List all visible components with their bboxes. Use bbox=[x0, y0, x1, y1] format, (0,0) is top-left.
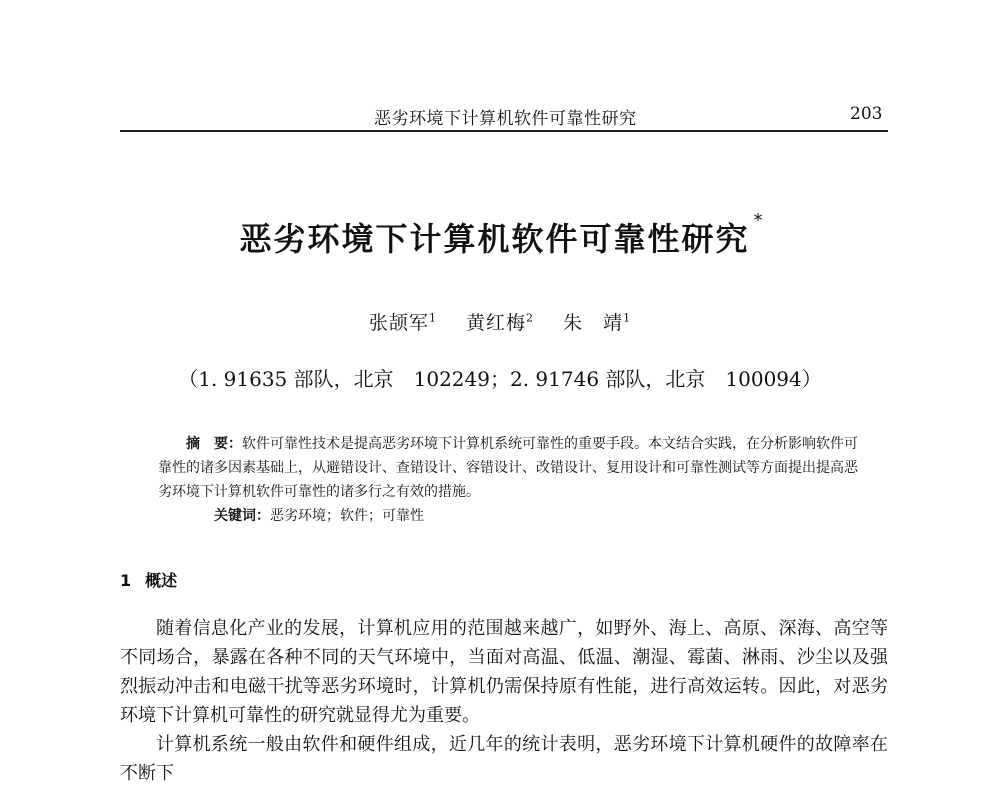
paper-title-text: 恶劣环境下计算机软件可靠性研究 bbox=[239, 220, 750, 258]
author-affil-index: 2 bbox=[526, 311, 534, 325]
keywords bbox=[158, 504, 858, 528]
abstract bbox=[158, 432, 858, 528]
section-title: 概述 bbox=[145, 571, 178, 590]
title-footnote-marker: * bbox=[753, 210, 765, 231]
body-paragraph: 随着信息化产业的发展，计算机应用的范围越来越广，如野外、海上、高原、深海、高空等不同场合，暴露在各种不同的天气环境中，当面对高温、低温、潮湿、霉菌、淋雨、沙尘以及强烈振动冲击和电磁干扰等恶劣环境时，计算机仍需保持原有性能，进行高效运转。因此，对恶劣环境下计算机可靠性的研究就显得尤为重要。 bbox=[120, 618, 888, 726]
section-heading bbox=[120, 568, 177, 591]
author bbox=[466, 312, 534, 334]
keywords-text: 恶劣环境；软件；可靠性 bbox=[270, 508, 424, 524]
author bbox=[563, 312, 631, 334]
body-text bbox=[120, 614, 888, 788]
affiliation: （1. 91635 部队，北京 102249；2. 91746 部队，北京 100094） bbox=[178, 367, 822, 391]
keywords-label: 关键词： bbox=[214, 508, 270, 524]
author-name: 黄红梅 bbox=[465, 312, 526, 334]
abstract-label: 摘 要： bbox=[186, 436, 242, 452]
body-paragraph: 计算机系统一般由软件和硬件组成，近几年的统计表明，恶劣环境下计算机硬件的故障率在不断下 bbox=[120, 734, 888, 784]
author-list bbox=[0, 308, 1000, 335]
abstract-text: 软件可靠性技术是提高恶劣环境下计算机系统可靠性的重要手段。本文结合实践，在分析影响软件可靠性的诸多因素基础上，从避错设计、查错设计、容错设计、改错设计、复用设计和可靠性测试等方面提出提高恶劣环境下计算机软件可靠性的诸多行之有效的措施。 bbox=[158, 436, 858, 500]
page-number: 203 bbox=[850, 104, 883, 124]
author-affil-index: 1 bbox=[623, 311, 632, 325]
paper-title bbox=[0, 210, 1000, 260]
section-number: 1 bbox=[120, 571, 132, 590]
author bbox=[369, 312, 437, 334]
abstract-paragraph bbox=[158, 432, 858, 504]
running-title: 恶劣环境下计算机软件可靠性研究 bbox=[374, 109, 637, 129]
author-name: 张颉军 bbox=[368, 312, 429, 334]
author-affil-index: 1 bbox=[428, 311, 437, 325]
header-rule bbox=[120, 130, 888, 132]
author-name: 朱 靖 bbox=[563, 312, 624, 334]
